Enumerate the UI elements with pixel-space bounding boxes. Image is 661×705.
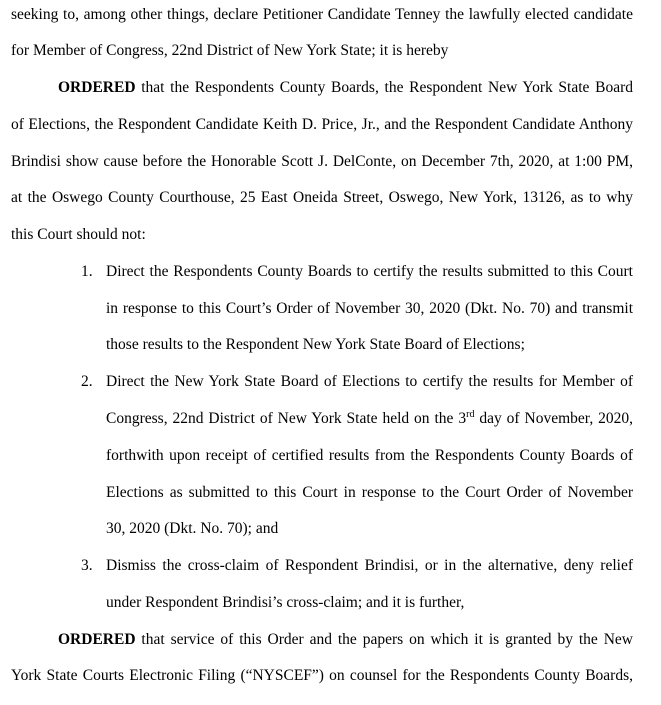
list-item-line: Direct the New York State Board of Elections to certify the results for Member of <box>106 373 633 390</box>
order1-line-5: this Court should not: <box>11 226 146 243</box>
order1-keyword: ORDERED <box>58 79 136 96</box>
list-item-number: 3. <box>81 557 93 574</box>
list-item-number: 2. <box>81 373 93 390</box>
order2-line-1 <box>58 630 633 650</box>
order1-line-1-text: that the Respondents County Boards, the Respondent New York State Board <box>135 79 633 96</box>
list-item-line: Direct the Respondents County Boards to certify the results submitted to this Court <box>106 263 633 280</box>
list-item-line: forthwith upon receipt of certified results from the Respondents County Boards of <box>106 447 633 464</box>
list-item-line <box>106 409 633 429</box>
order2-line-1-text: that service of this Order and the papers on which it is granted by the New <box>135 631 633 648</box>
list-item-number: 1. <box>81 263 93 280</box>
order1-line-2: of Elections, the Respondent Candidate Keith D. Price, Jr., and the Respondent Candidate Anthony <box>11 116 633 133</box>
intro-line-2: for Member of Congress, 22nd District of New York State; it is hereby <box>11 42 449 59</box>
list-item-line: in response to this Court’s Order of November 30, 2020 (Dkt. No. 70) and transmit <box>106 300 633 317</box>
list-item-line: Dismiss the cross-claim of Respondent Brindisi, or in the alternative, deny relief <box>106 557 633 574</box>
list-item-line: under Respondent Brindisi’s cross-claim; and it is further, <box>106 594 465 611</box>
order1-line-4: at the Oswego County Courthouse, 25 East Oneida Street, Oswego, New York, 13126, as to why <box>11 189 633 206</box>
list-item-line: Elections as submitted to this Court in response to the Court Order of November <box>106 484 633 501</box>
intro-line-1: seeking to, among other things, declare Petitioner Candidate Tenney the lawfully elected candidate <box>11 6 633 23</box>
order1-line-1 <box>58 78 633 98</box>
ordinal-number: 3 <box>458 410 467 427</box>
order2-line-2: York State Courts Electronic Filing (“NYSCEF”) on counsel for the Respondents County Boards, <box>11 667 633 684</box>
list-item-line: those results to the Respondent New York State Board of Elections; <box>106 336 525 353</box>
order1-line-3: Brindisi show cause before the Honorable Scott J. DelConte, on December 7th, 2020, at 1:00 PM, <box>11 153 633 170</box>
list-item-line-text: day of November, 2020, <box>474 410 634 427</box>
ordinal-suffix: rd <box>466 409 475 420</box>
order2-keyword: ORDERED <box>58 631 136 648</box>
list-item-line-text: Congress, 22nd District of New York State held on the <box>106 410 459 427</box>
list-item-line: 30, 2020 (Dkt. No. 70); and <box>106 520 279 537</box>
